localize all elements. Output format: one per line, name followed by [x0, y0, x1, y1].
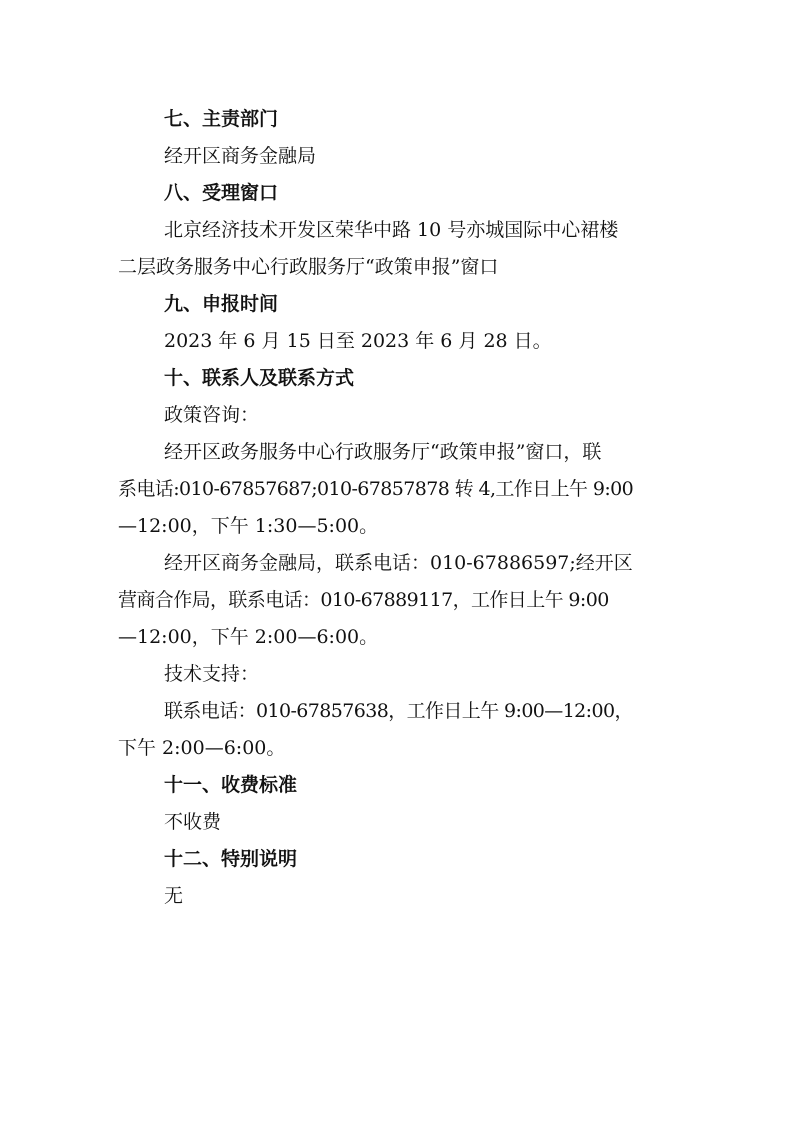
fees-text: 不收费 [164, 811, 222, 833]
section-heading-fees: 十一、收费标准 [164, 774, 298, 796]
contact-2-line-2: 营商合作局，联系电话：010-67889117，工作日上午 9:00 [118, 589, 609, 611]
acceptance-window-line-2: 二层政务服务中心行政服务厅“政策申报”窗口 [118, 256, 499, 278]
technical-support-line-2: 下午 2:00—6:00。 [118, 737, 286, 759]
section-heading-contacts: 十、联系人及联系方式 [164, 367, 355, 389]
section-heading-special-notes: 十二、特别说明 [164, 848, 298, 870]
contact-1-line-3: —12:00，下午 1:30—5:00。 [118, 515, 379, 537]
contact-1-line-2: 系电话:010-67857687;010-67857878 转 4,工作日上午 9:00 [118, 478, 634, 500]
section-heading-acceptance-window: 八、受理窗口 [164, 182, 279, 204]
technical-support-line-1: 联系电话：010-67857638，工作日上午 9:00—12:00， [164, 700, 633, 722]
responsible-department-text: 经开区商务金融局 [164, 145, 317, 167]
special-notes-text: 无 [164, 885, 184, 907]
contact-2-line-3: —12:00，下午 2:00—6:00。 [118, 626, 379, 648]
acceptance-window-line-1: 北京经济技术开发区荣华中路 10 号亦城国际中心裙楼 [164, 219, 619, 241]
technical-support-label: 技术支持： [164, 663, 260, 685]
document-page [118, 101, 676, 915]
contact-1-line-1: 经开区政务服务中心行政服务厅“政策申报”窗口，联 [164, 441, 602, 463]
section-heading-application-period: 九、申报时间 [164, 293, 279, 315]
section-heading-responsible-department: 七、主责部门 [164, 108, 279, 130]
contact-2-line-1: 经开区商务金融局，联系电话：010-67886597;经开区 [164, 552, 633, 574]
policy-consultation-label: 政策咨询： [164, 404, 260, 426]
application-period-text: 2023 年 6 月 15 日至 2023 年 6 月 28 日。 [164, 330, 552, 352]
